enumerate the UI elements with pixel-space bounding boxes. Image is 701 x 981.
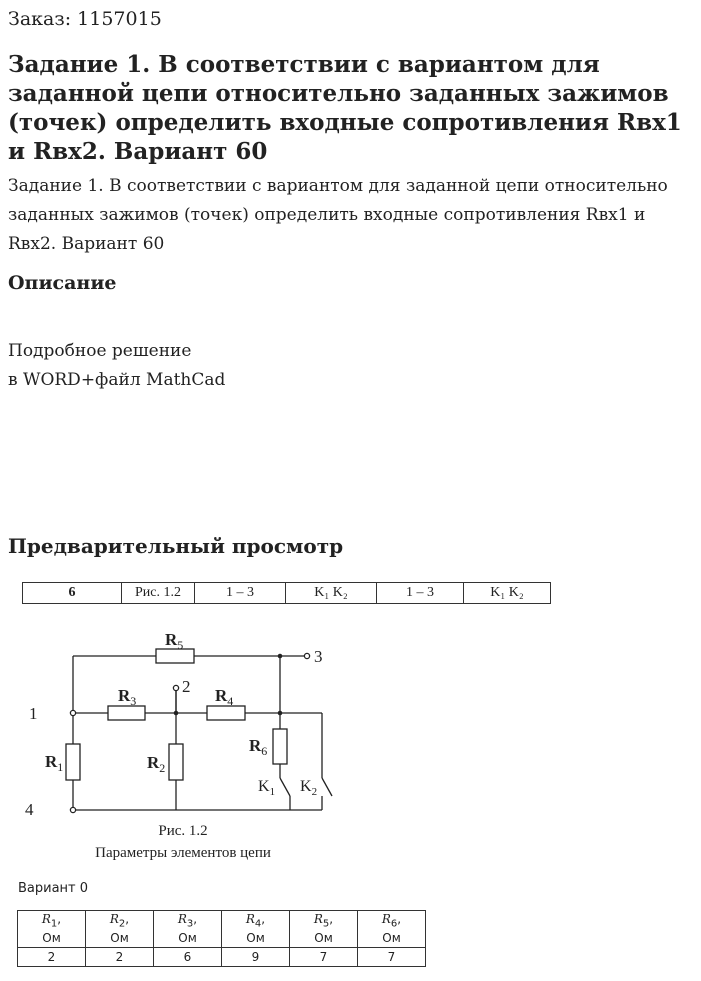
node-label-4: 4 [25,800,34,819]
value-cell: 9 [222,948,290,967]
node-label-2: 2 [182,677,191,696]
label-k2: $K_2$ [300,778,318,798]
header-cell: $R_5$, Ом [290,911,358,948]
resistor-r3 [108,706,145,720]
figure-cell: Рис. 1.2 [122,583,195,604]
terminals-cell: 1 – 3 [195,583,286,604]
description-line: в WORD+файл MathCad [8,370,226,390]
label-r3: $R_3$ [118,686,137,708]
table-row [18,948,426,967]
label-r1: $R_1$ [45,752,64,774]
terminals-cell: 1 – 3 [377,583,464,604]
header-cell: $R_2$, Ом [86,911,154,948]
value-cell: 7 [290,948,358,967]
page-title: Задание 1. В соответствии с вариантом для заданной цепи относительно заданных зажимов (точек) определить входные сопротивления Rвх1 и Rвх2. Вариант 60 [8,51,682,165]
description-body [8,337,225,395]
figure-subcaption: Параметры элементов цепи [95,845,271,861]
node-label-3: 3 [314,647,323,666]
terminal-2 [173,685,178,690]
header-cell: $R_4$, Ом [222,911,290,948]
label-k1: $K_1$ [258,778,276,798]
value-cell: 6 [154,948,222,967]
value-cell: 2 [86,948,154,967]
variant-number-cell: 6 [23,583,122,604]
node-label-1: 1 [29,704,38,723]
terminal-4 [70,807,75,812]
preview-image [0,570,701,981]
description-heading: Описание [8,272,117,294]
resistor-r6 [273,729,287,764]
label-r6: $R_6$ [249,736,268,758]
value-cell: 2 [18,948,86,967]
preview-heading: Предварительный просмотр [8,534,344,558]
label-r5: $R_5$ [165,630,184,652]
resistor-r1 [66,744,80,780]
header-cell: $R_3$, Ом [154,911,222,948]
resistor-r5 [156,649,194,663]
terminal-1 [70,710,75,715]
parameters-table [17,910,426,967]
keys-cell: K₁ K₂ [286,583,377,604]
header-cell: $R_6$, Ом [358,911,426,948]
terminal-3 [304,653,309,658]
resistor-r2 [169,744,183,780]
junction-dot [278,711,283,716]
value-cell: 7 [358,948,426,967]
figure-caption: Рис. 1.2 [158,823,208,839]
keys-cell: K₁ K₂ [464,583,551,604]
resistor-r4 [207,706,245,720]
junction-dot [278,654,283,659]
task-text: Задание 1. В соответствии с вариантом для заданной цепи относительно заданных зажимов (точек) определить входные сопротивления Rвх1 и Rвх2. Вариант 60 [8,176,668,254]
table-header-row [18,911,426,948]
header-cell: $R_1$, Ом [18,911,86,948]
description-line: Подробное решение [8,341,192,361]
label-r2: $R_2$ [147,753,166,775]
order-number: Заказ: 1157015 [8,8,162,30]
label-r4: $R_4$ [215,686,234,708]
variant-label: Вариант 0 [18,881,89,896]
